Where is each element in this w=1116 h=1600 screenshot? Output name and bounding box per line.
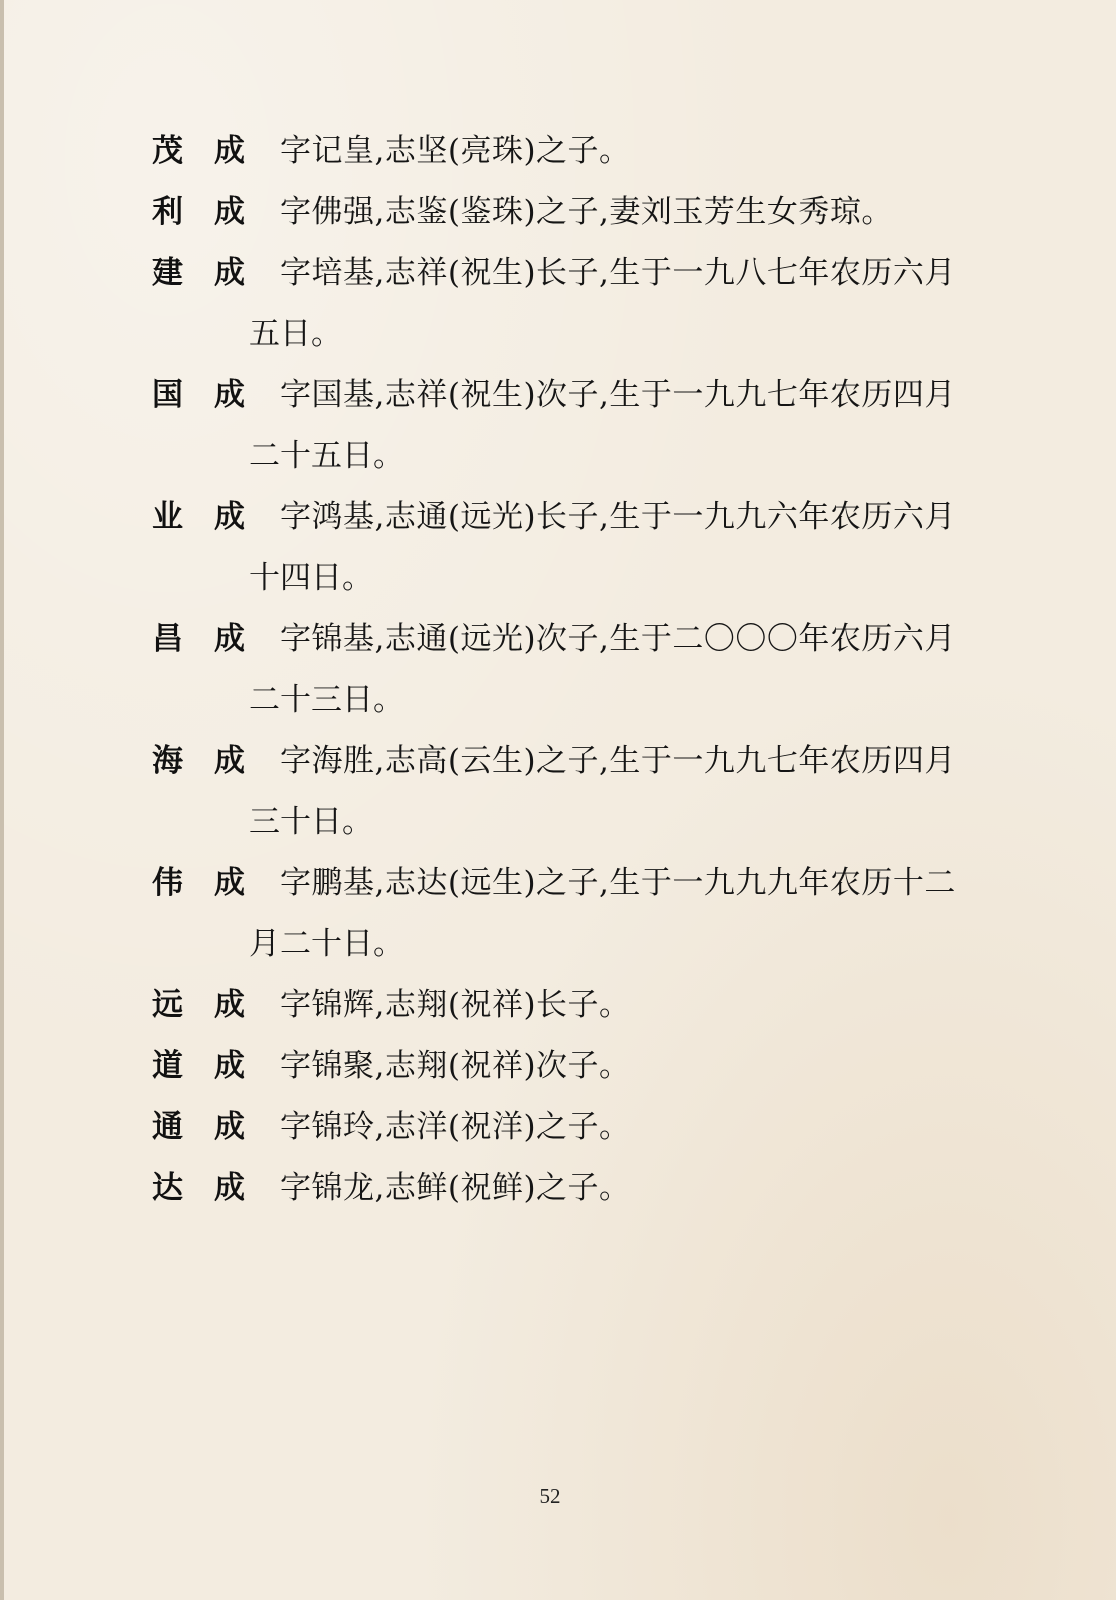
- entry-continuation: 二十三日。: [249, 682, 404, 718]
- entry-name: 海 成: [152, 743, 245, 779]
- entry-text: 字锦聚,志翔(祝祥)次子。: [280, 1048, 631, 1084]
- entry-text: 字国基,志祥(祝生)次子,生于一九九七年农历四月: [280, 377, 956, 413]
- entry-name: 昌 成: [152, 621, 245, 657]
- genealogy-entry: [152, 1163, 1052, 1224]
- genealogy-entry: [152, 492, 1052, 614]
- genealogy-entry: [152, 187, 1052, 248]
- entry-line: [152, 858, 1052, 919]
- entry-line: [152, 126, 1052, 187]
- entry-line: [152, 1163, 1052, 1224]
- genealogy-entry: [152, 980, 1052, 1041]
- genealogy-entry: [152, 1041, 1052, 1102]
- entry-line: [152, 736, 1052, 797]
- entry-continuation: 三十日。: [249, 804, 373, 840]
- entry-name: 达 成: [152, 1170, 245, 1206]
- entry-line: [152, 1041, 1052, 1102]
- entry-text: 字锦龙,志鲜(祝鲜)之子。: [280, 1170, 631, 1206]
- entry-line: [152, 187, 1052, 248]
- entry-text: 字鹏基,志达(远生)之子,生于一九九九年农历十二: [280, 865, 956, 901]
- entry-text: 字培基,志祥(祝生)长子,生于一九八七年农历六月: [280, 255, 956, 291]
- entry-name: 伟 成: [152, 865, 245, 901]
- entry-text: 字锦辉,志翔(祝祥)长子。: [280, 987, 631, 1023]
- entry-text: 字记皇,志坚(亮珠)之子。: [280, 133, 631, 169]
- entry-text: 字锦基,志通(远光)次子,生于二〇〇〇年农历六月: [280, 621, 956, 657]
- genealogy-entry: [152, 370, 1052, 492]
- entry-line: [152, 980, 1052, 1041]
- entry-continuation: 五日。: [249, 316, 342, 352]
- genealogy-entry: [152, 126, 1052, 187]
- genealogy-entry: [152, 614, 1052, 736]
- entry-name: 建 成: [152, 255, 245, 291]
- genealogy-entries: [152, 126, 1052, 1224]
- entry-name: 利 成: [152, 194, 245, 230]
- entry-line: [152, 248, 1052, 309]
- entry-line: [152, 370, 1052, 431]
- genealogy-entry: [152, 858, 1052, 980]
- page-edge: [0, 0, 4, 1600]
- entry-text: 字鸿基,志通(远光)长子,生于一九九六年农历六月: [280, 499, 956, 535]
- page-number: 52: [539, 1484, 561, 1508]
- genealogy-entry: [152, 736, 1052, 858]
- entry-name: 远 成: [152, 987, 245, 1023]
- entry-text: 字锦玲,志洋(祝洋)之子。: [280, 1109, 631, 1145]
- entry-line: [152, 492, 1052, 553]
- entry-text: 字佛强,志鉴(鉴珠)之子,妻刘玉芳生女秀琼。: [280, 194, 893, 230]
- entry-name: 道 成: [152, 1048, 245, 1084]
- genealogy-entry: [152, 248, 1052, 370]
- entry-name: 业 成: [152, 499, 245, 535]
- entry-continuation: 二十五日。: [249, 438, 404, 474]
- entry-text: 字海胜,志高(云生)之子,生于一九九七年农历四月: [280, 743, 956, 779]
- entry-continuation: 十四日。: [249, 560, 373, 596]
- entry-name: 国 成: [152, 377, 245, 413]
- entry-name: 通 成: [152, 1109, 245, 1145]
- entry-line: [152, 1102, 1052, 1163]
- entry-line: [152, 614, 1052, 675]
- genealogy-entry: [152, 1102, 1052, 1163]
- entry-name: 茂 成: [152, 133, 245, 169]
- entry-continuation: 月二十日。: [249, 926, 404, 962]
